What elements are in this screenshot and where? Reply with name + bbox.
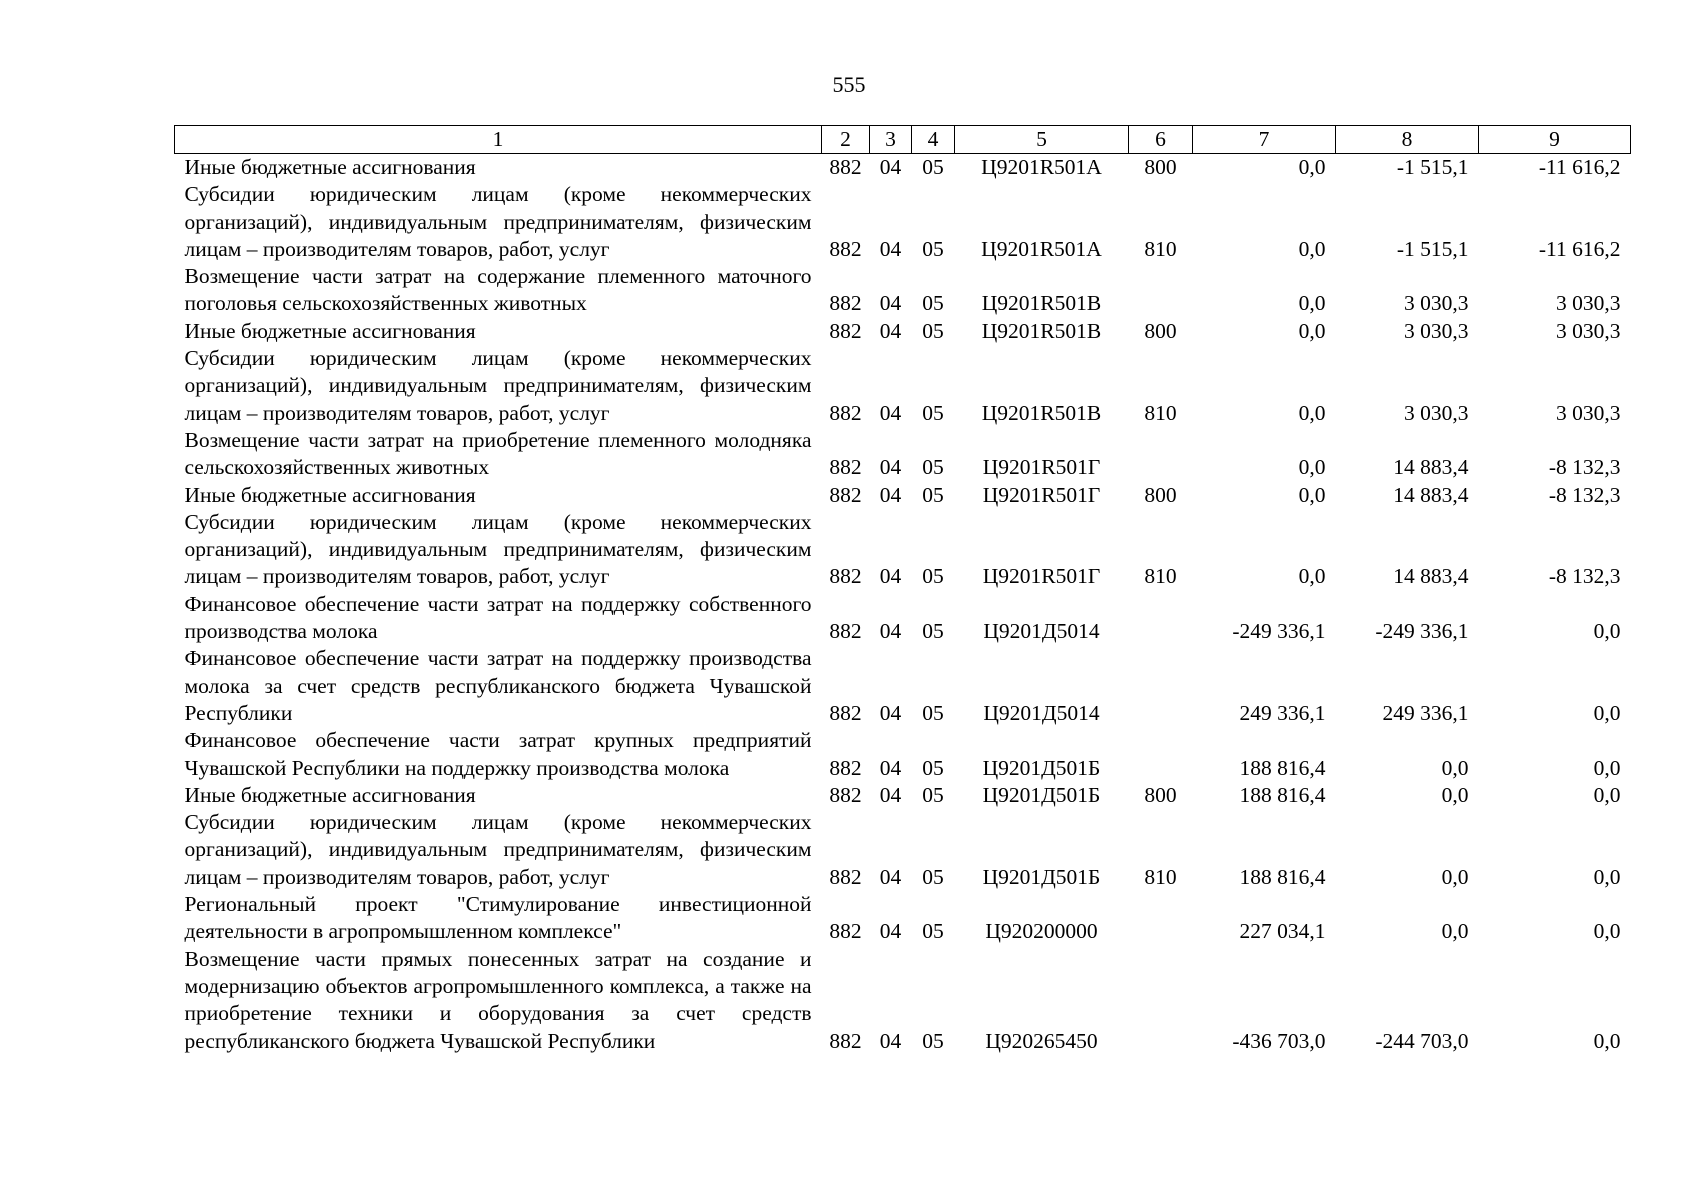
row-code-target: Ц9201Д501Б (982, 782, 1101, 807)
table-row (175, 427, 1631, 482)
row-code-admin: 882 (829, 482, 862, 507)
row-code-target: Ц9201R501А (981, 236, 1102, 261)
row-value-col7: 0,0 (1298, 564, 1326, 589)
row-code-target: Ц9201Д501Б (982, 755, 1101, 780)
row-code-subsection: 05 (922, 919, 944, 944)
row-value-col9: 0,0 (1593, 619, 1621, 644)
table-row (175, 946, 1631, 1055)
row-name: Иные бюджетные ассигнования (184, 482, 476, 507)
table-row (175, 181, 1631, 263)
row-name: Региональный проект "Стимулирование инвестиционной деятельности в агропромышленном комплексе" (184, 892, 812, 944)
header-row (175, 126, 1631, 154)
row-value-col9: -11 616,2 (1538, 236, 1621, 261)
row-code-expense-type: 810 (1144, 564, 1177, 589)
row-code-subsection: 05 (922, 236, 944, 261)
row-value-col9: 0,0 (1593, 782, 1621, 807)
row-value-col9: 0,0 (1593, 864, 1621, 889)
row-code-admin: 882 (829, 1028, 862, 1053)
row-code-target: Ц920200000 (985, 919, 1098, 944)
row-code-subsection: 05 (922, 755, 944, 780)
row-code-admin: 882 (829, 782, 862, 807)
table-row (175, 891, 1631, 946)
row-name: Финансовое обеспечение части затрат крупных предприятий Чувашской Республики на поддержку производства молока (184, 728, 812, 780)
row-code-target: Ц9201Д5014 (983, 700, 1100, 725)
row-name: Субсидии юридическим лицам (кроме некоммерческих организаций), индивидуальным предпринимателям, физическим лицам – производителям товаров, работ, услуг (184, 346, 812, 425)
row-code-admin: 882 (829, 155, 862, 179)
row-value-col9: 0,0 (1593, 1028, 1621, 1053)
row-value-col8: 14 883,4 (1393, 455, 1469, 480)
row-code-section: 04 (879, 155, 902, 179)
row-code-section: 04 (879, 236, 902, 261)
row-code-expense-type (1129, 946, 1193, 1055)
row-value-col7: 188 816,4 (1239, 864, 1326, 889)
row-code-section: 04 (879, 619, 902, 644)
row-value-col9: -8 132,3 (1548, 455, 1621, 480)
table-row (175, 345, 1631, 427)
row-value-col8: -1 515,1 (1396, 236, 1469, 261)
row-value-col7: 0,0 (1298, 400, 1326, 425)
row-code-target: Ц920265450 (985, 1028, 1098, 1053)
row-code-section: 04 (879, 564, 902, 589)
header-col-7: 7 (1193, 126, 1336, 154)
row-code-section: 04 (879, 919, 902, 944)
row-name: Возмещение части затрат на приобретение племенного молодняка сельскохозяйственных животных (184, 427, 812, 480)
row-code-expense-type: 800 (1144, 318, 1177, 343)
row-value-col9: -11 616,2 (1538, 155, 1621, 179)
row-name: Иные бюджетные ассигнования (184, 318, 476, 343)
row-code-target: Ц9201R501В (981, 291, 1102, 316)
row-code-section: 04 (879, 755, 902, 780)
row-value-col7: 227 034,1 (1239, 919, 1326, 944)
row-value-col7: 0,0 (1298, 236, 1326, 261)
row-name: Возмещение части прямых понесенных затрат на создание и модернизацию объектов агропромышленного комплекса, а также на приобретение техники и оборудования за счет средств республиканского бюджета Чувашской Республики (184, 946, 812, 1053)
row-code-subsection: 05 (922, 782, 944, 807)
row-value-col8: 14 883,4 (1393, 482, 1469, 507)
header-col-5: 5 (955, 126, 1129, 154)
row-code-target: Ц9201R501В (981, 400, 1102, 425)
row-value-col9: 3 030,3 (1556, 400, 1621, 425)
row-name: Финансовое обеспечение части затрат на поддержку производства молока за счет средств республиканского бюджета Чувашской Республики (184, 646, 812, 725)
header-col-1: 1 (175, 126, 822, 154)
row-code-target: Ц9201R501В (981, 318, 1102, 343)
row-code-target: Ц9201R501Г (982, 455, 1101, 480)
row-code-subsection: 05 (922, 1028, 944, 1053)
row-code-admin: 882 (829, 455, 862, 480)
row-code-admin: 882 (829, 619, 862, 644)
table-row (175, 154, 1631, 182)
row-value-col7: -436 703,0 (1232, 1028, 1326, 1053)
row-code-section: 04 (879, 482, 902, 507)
table-row (175, 263, 1631, 318)
table-row (175, 727, 1631, 782)
row-value-col8: 0,0 (1441, 919, 1469, 944)
row-code-target: Ц9201R501Г (982, 564, 1101, 589)
table-row (175, 591, 1631, 646)
table-row (175, 318, 1631, 345)
row-value-col7: 0,0 (1298, 318, 1326, 343)
row-value-col7: 249 336,1 (1239, 700, 1326, 725)
row-value-col7: -249 336,1 (1232, 619, 1326, 644)
table-row (175, 809, 1631, 891)
row-code-target: Ц9201R501Г (982, 482, 1101, 507)
row-name: Возмещение части затрат на содержание племенного маточного поголовья сельскохозяйственных животных (184, 264, 812, 316)
row-value-col9: -8 132,3 (1548, 564, 1621, 589)
row-code-admin: 882 (829, 919, 862, 944)
table-row (175, 509, 1631, 591)
row-code-section: 04 (879, 455, 902, 480)
row-code-target: Ц9201Д501Б (982, 864, 1101, 889)
row-value-col7: 0,0 (1298, 155, 1326, 179)
budget-table (174, 125, 1631, 1055)
row-code-subsection: 05 (922, 482, 944, 507)
row-code-admin: 882 (829, 564, 862, 589)
row-code-subsection: 05 (922, 318, 944, 343)
row-code-admin: 882 (829, 318, 862, 343)
row-code-expense-type (1129, 891, 1193, 946)
table-row (175, 645, 1631, 727)
row-name: Субсидии юридическим лицам (кроме некоммерческих организаций), индивидуальным предпринимателям, физическим лицам – производителям товаров, работ, услуг (184, 509, 812, 589)
row-code-section: 04 (879, 864, 902, 889)
row-value-col7: 0,0 (1298, 291, 1326, 316)
row-value-col8: 0,0 (1441, 782, 1469, 807)
row-value-col7: 0,0 (1298, 482, 1326, 507)
row-code-expense-type: 800 (1144, 155, 1177, 179)
row-value-col8: 3 030,3 (1404, 318, 1469, 343)
header-col-2: 2 (822, 126, 870, 154)
row-code-admin: 882 (829, 700, 862, 725)
row-code-subsection: 05 (922, 700, 944, 725)
row-code-expense-type: 800 (1144, 482, 1177, 507)
row-code-section: 04 (879, 1028, 902, 1053)
table-row (175, 482, 1631, 509)
row-value-col8: -244 703,0 (1375, 1028, 1469, 1053)
row-code-expense-type (1129, 645, 1193, 727)
row-code-subsection: 05 (922, 864, 944, 889)
row-value-col8: 0,0 (1441, 755, 1469, 780)
row-value-col7: 188 816,4 (1239, 755, 1326, 780)
row-code-admin: 882 (829, 864, 862, 889)
row-value-col8: -249 336,1 (1375, 619, 1469, 644)
row-value-col8: -1 515,1 (1396, 155, 1469, 179)
row-code-admin: 882 (829, 755, 862, 780)
row-code-subsection: 05 (922, 619, 944, 644)
row-code-subsection: 05 (922, 564, 944, 589)
row-value-col9: 0,0 (1593, 700, 1621, 725)
row-code-target: Ц9201Д5014 (983, 619, 1100, 644)
row-code-section: 04 (879, 700, 902, 725)
header-col-6: 6 (1129, 126, 1193, 154)
table-header (175, 126, 1631, 154)
row-code-section: 04 (879, 782, 902, 807)
row-code-expense-type: 800 (1144, 782, 1177, 807)
row-name: Субсидии юридическим лицам (кроме некоммерческих организаций), индивидуальным предпринимателям, физическим лицам – производителям товаров, работ, услуг (184, 810, 812, 889)
row-code-section: 04 (879, 291, 902, 316)
row-code-section: 04 (879, 400, 902, 425)
header-col-8: 8 (1336, 126, 1479, 154)
row-name: Субсидии юридическим лицам (кроме некоммерческих организаций), индивидуальным предпринимателям, физическим лицам – производителям товаров, работ, услуг (184, 182, 812, 261)
header-col-4: 4 (912, 126, 955, 154)
row-code-expense-type: 810 (1144, 400, 1177, 425)
row-value-col8: 0,0 (1441, 864, 1469, 889)
row-value-col9: 3 030,3 (1556, 291, 1621, 316)
row-value-col9: 0,0 (1593, 919, 1621, 944)
row-value-col9: 0,0 (1593, 755, 1621, 780)
header-col-3: 3 (870, 126, 912, 154)
row-code-admin: 882 (829, 400, 862, 425)
row-value-col8: 3 030,3 (1404, 400, 1469, 425)
row-code-subsection: 05 (922, 291, 944, 316)
row-name: Иные бюджетные ассигнования (184, 155, 476, 179)
row-name: Финансовое обеспечение части затрат на поддержку собственного производства молока (184, 591, 812, 644)
row-value-col9: -8 132,3 (1548, 482, 1621, 507)
page-number: 555 (832, 72, 866, 97)
row-code-target: Ц9201R501А (981, 155, 1102, 179)
row-code-expense-type (1129, 727, 1193, 782)
table-body (175, 154, 1631, 1055)
row-code-subsection: 05 (922, 455, 944, 480)
row-value-col8: 3 030,3 (1404, 291, 1469, 316)
row-code-expense-type (1129, 427, 1193, 482)
row-value-col7: 188 816,4 (1239, 782, 1326, 807)
row-code-subsection: 05 (922, 155, 944, 179)
row-value-col8: 249 336,1 (1382, 700, 1469, 725)
row-code-expense-type (1129, 591, 1193, 646)
row-code-section: 04 (879, 318, 902, 343)
row-code-expense-type: 810 (1144, 864, 1177, 889)
header-col-9: 9 (1479, 126, 1631, 154)
row-value-col8: 14 883,4 (1393, 564, 1469, 589)
row-code-subsection: 05 (922, 400, 944, 425)
row-code-admin: 882 (829, 236, 862, 261)
row-code-expense-type: 810 (1144, 236, 1177, 261)
row-value-col7: 0,0 (1298, 455, 1326, 480)
row-code-admin: 882 (829, 291, 862, 316)
row-value-col9: 3 030,3 (1556, 318, 1621, 343)
row-code-expense-type (1129, 263, 1193, 318)
table-row (175, 782, 1631, 809)
row-name: Иные бюджетные ассигнования (184, 782, 476, 807)
